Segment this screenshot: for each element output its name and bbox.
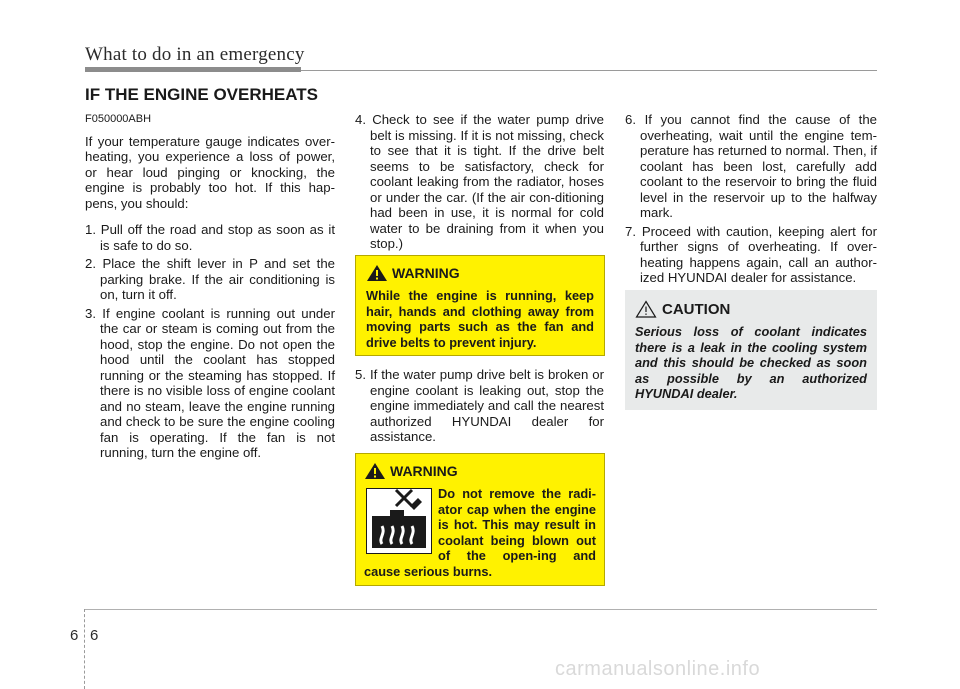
- intro-paragraph: If your temperature gauge indicates over-heating, you experience a loss of power, or hear loud pinging or knocking, the engine is probably too hot. If this hap-pens, you should:: [85, 133, 335, 211]
- caution-header: [635, 300, 867, 318]
- column-1: [85, 112, 335, 464]
- caution-text: Serious loss of coolant indicates there is a leak in the cooling system and this should be checked as soon as possible by an authorized HYUNDAI dealer.: [635, 324, 867, 401]
- warning-text: [364, 486, 596, 579]
- step-2: 2. Place the shift lever in P and set the parking brake. If the air conditioning is on, turn it off.: [85, 256, 335, 302]
- caution-triangle-icon: [635, 300, 657, 318]
- step-3: 3. If engine coolant is running out under the car or steam is coming out from the hood, stop the engine. Do not open the hood until the coolant has stopped running or the steaming has stopped. If there is no visible loss of engine coolant and no steam, leave the engine running and check to be sure the engine cooling fan is operating. If the fan is not running, turn the engine off.: [85, 305, 335, 460]
- warning-text: While the engine is running, keep hair, hands and clothing away from moving parts such as the fan and drive belts to prevent injury.: [366, 288, 594, 350]
- step-7: 7. Proceed with caution, keeping alert for further signs of overheating. If over-heating happens again, call an author-ized HYUNDAI dealer for assistance.: [625, 223, 877, 285]
- warning-box-radiator-cap: [355, 453, 605, 586]
- warning-title: WARNING: [392, 265, 460, 281]
- warning-box-moving-parts: [355, 255, 605, 356]
- section-number: 6: [70, 627, 79, 644]
- column-3: [625, 112, 877, 289]
- caution-title: CAUTION: [662, 300, 731, 318]
- step-5: 5. If the water pump drive belt is broken or engine coolant is leaking out, stop the engine immediately and call the nearest authorized HYUNDAI dealer for assistance.: [355, 367, 604, 444]
- watermark: carmanualsonline.info: [555, 658, 761, 680]
- footer-divider: [84, 609, 85, 689]
- warning-text-content: Do not remove the radi-ator cap when the engine is hot. This may result in coolant being blown out of the open-ing and cause serious burns.: [364, 486, 596, 579]
- step-4: 4. Check to see if the water pump drive belt is missing. If it is not missing, check to see that it is tight. If the drive belt seems to be satisfactory, check for coolant leaking from the radiator, hoses or under the car. (If the air con-ditioning had been in use, it is normal for cold water to be draining from it when you stop.): [355, 112, 604, 251]
- column-2: [355, 112, 604, 255]
- page-number: 6: [90, 627, 99, 644]
- radiator-hot-icon: [366, 488, 432, 554]
- caution-box: [625, 290, 877, 410]
- footer-rule: [85, 609, 877, 610]
- warning-triangle-icon: [366, 264, 388, 282]
- warning-title: WARNING: [390, 463, 458, 479]
- header-underline: [85, 67, 301, 72]
- step-6: 6. If you cannot find the cause of the overheating, wait until the engine tem-perature has returned to normal. Then, if coolant has been lost, carefully add coolant to the reservoir to bring the fluid level in the reservoir up to the halfway mark.: [625, 112, 877, 220]
- section-code: F050000ABH: [85, 113, 152, 125]
- warning-header: [366, 264, 594, 282]
- warning-triangle-icon: [364, 462, 386, 480]
- step-1: 1. Pull off the road and stop as soon as it is safe to do so.: [85, 222, 335, 253]
- section-title: IF THE ENGINE OVERHEATS: [85, 85, 318, 104]
- chapter-title: What to do in an emergency: [85, 44, 305, 65]
- warning-header: [364, 462, 596, 480]
- column-2-lower: [355, 367, 604, 448]
